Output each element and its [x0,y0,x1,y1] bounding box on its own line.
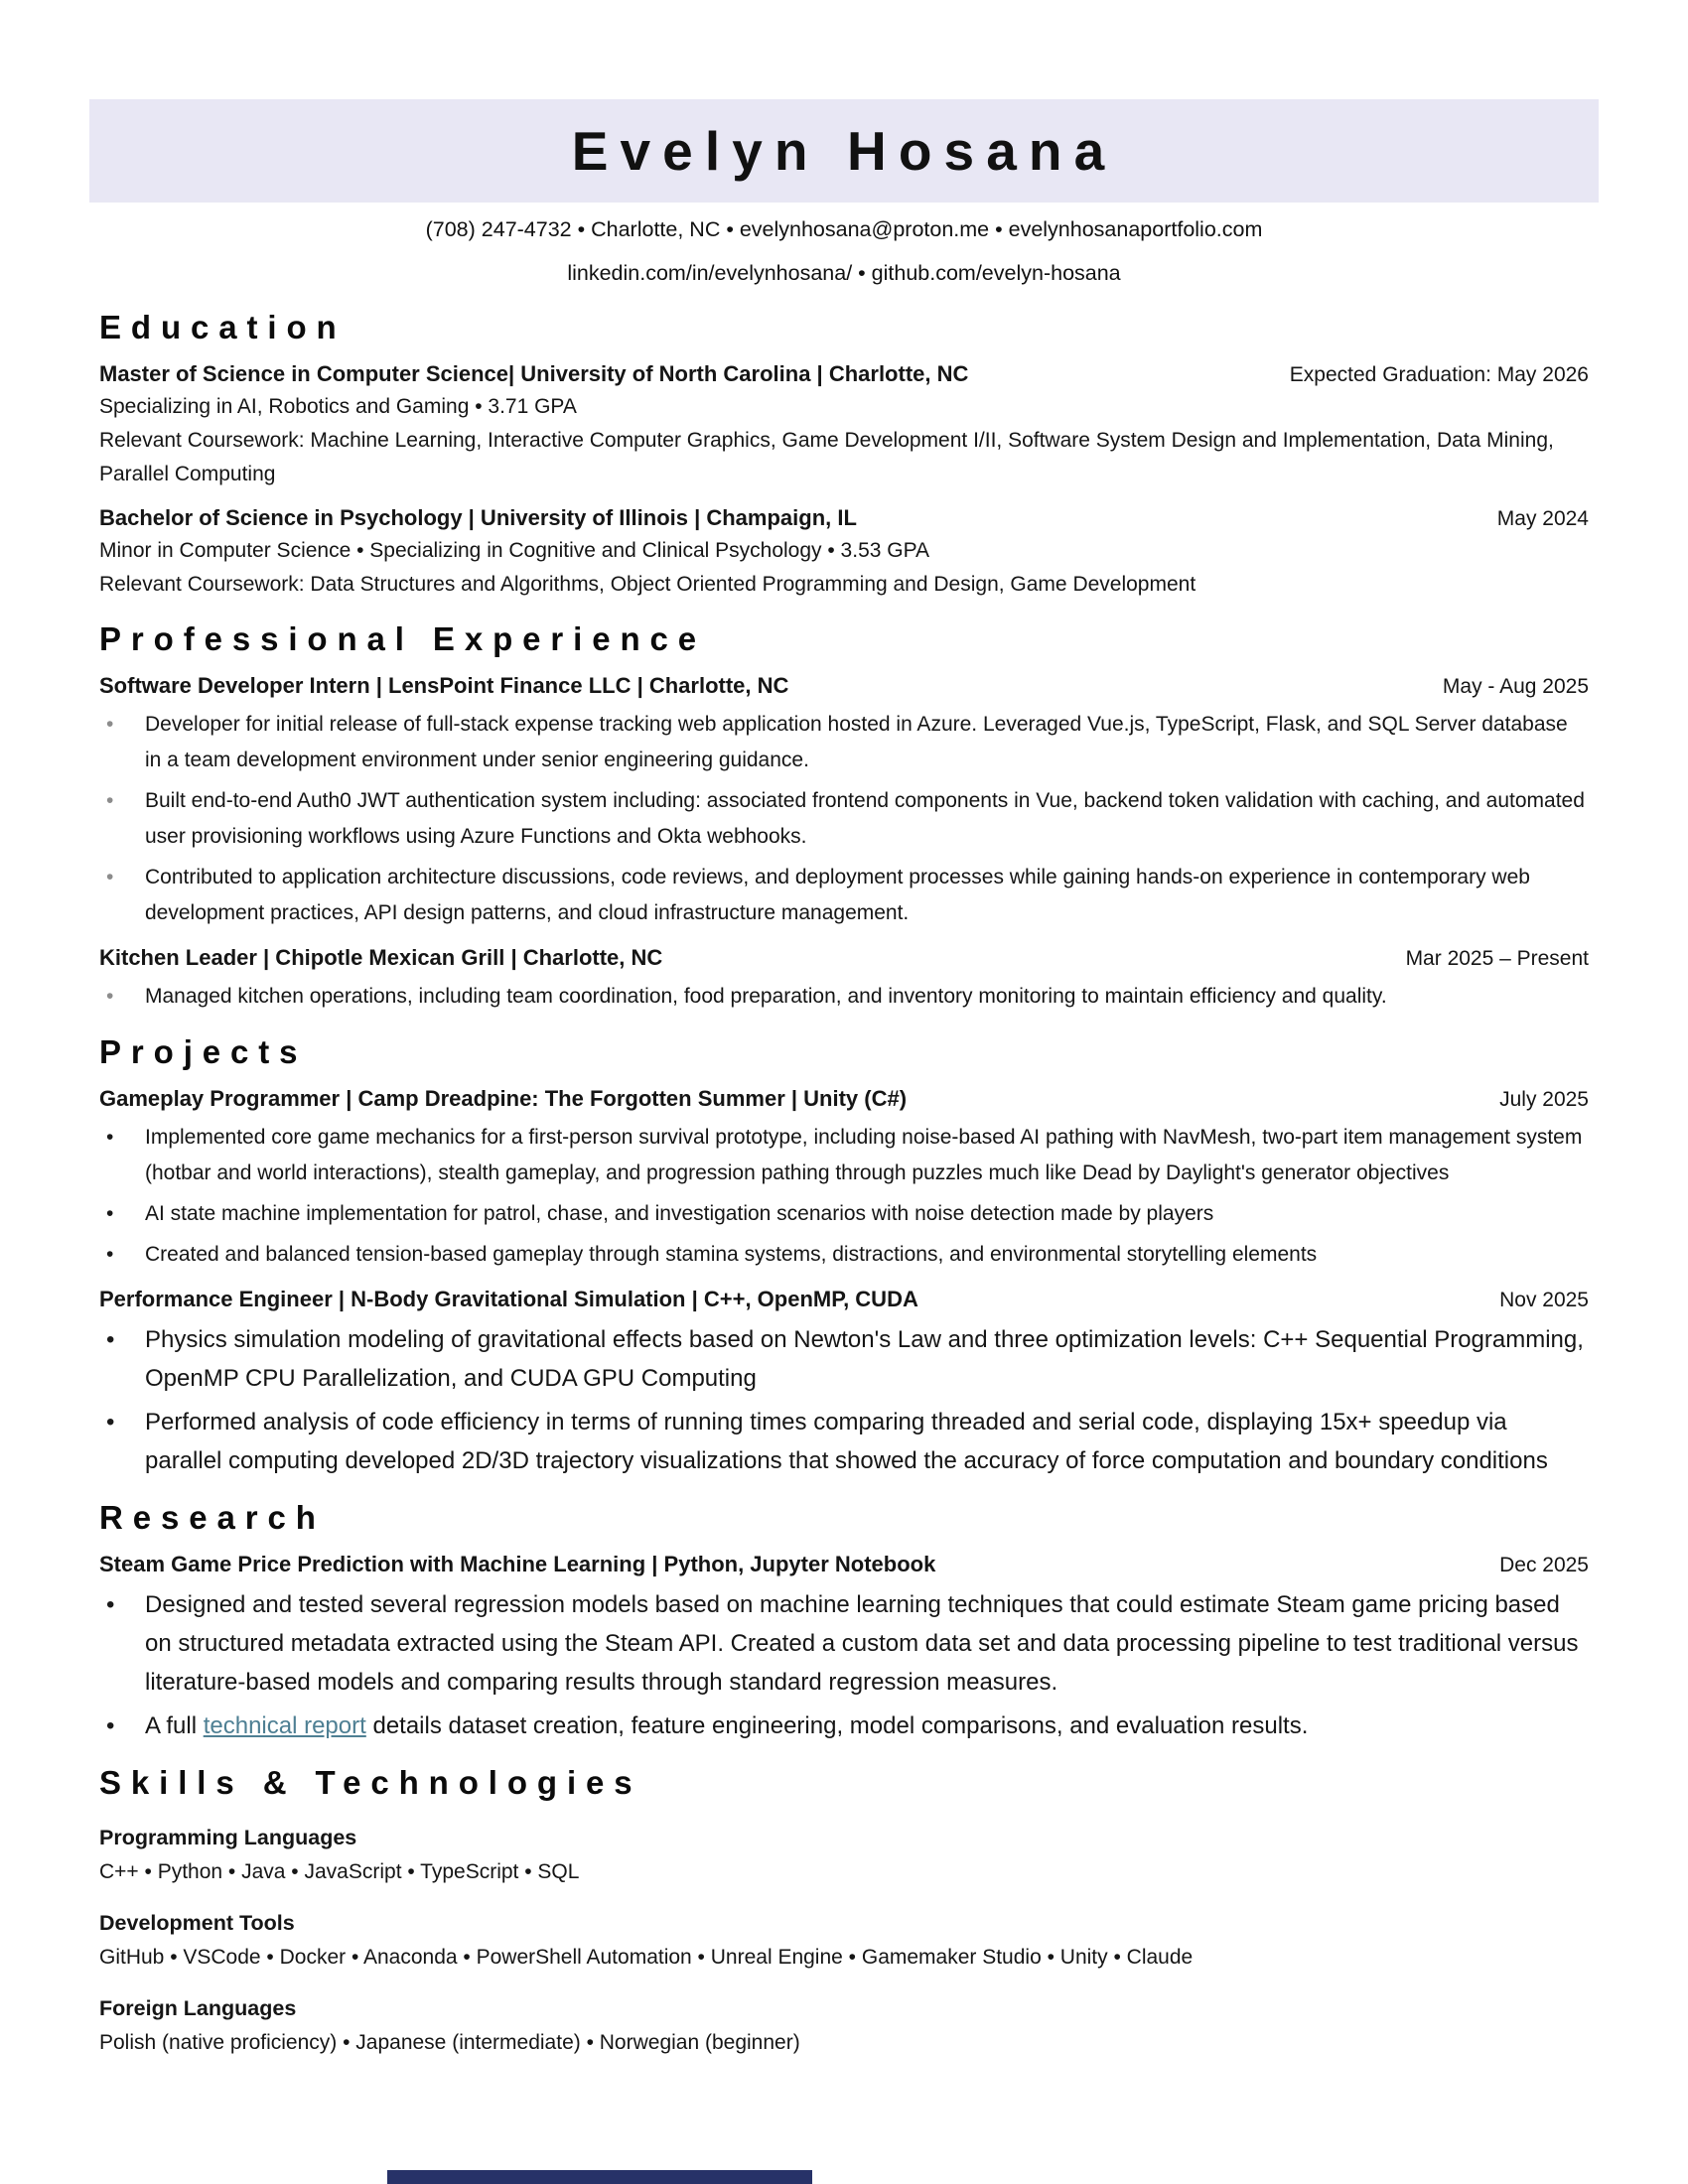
entry-title: Bachelor of Science in Psychology | University of Illinois | Champaign, IL [99,505,857,530]
bullet-item [99,1585,1589,1702]
bullet-text: AI state machine implementation for patrol, chase, and investigation scenarios with noise detection made by players [145,1202,1214,1225]
entry-date: July 2025 [1499,1088,1589,1111]
bullet-text: Performed analysis of code efficiency in terms of running times comparing threaded and serial code, displaying 15x+ speedup via parallel computing developed 2D/3D trajectory visualizations that showed the accuracy of force computation and boundary conditions [145,1409,1548,1474]
page-title: Evelyn Hosana [571,120,1117,182]
section-heading-experience: Professional Experience [99,620,707,657]
bullet-text: Contributed to application architecture discussions, code reviews, and deployment processes while gaining hands-on experience in contemporary web development practices, API design patterns, and cloud infrastructure management. [145,866,1530,924]
contact-line-2: linkedin.com/in/evelynhosana/ • github.com/evelyn-hosana [567,261,1121,285]
bullet-text: Developer for initial release of full-stack expense tracking web application hosted in Azure. Leveraged Vue.js, TypeScript, Flask, and SQL Server database in a team development environment under senior engineering guidance. [145,713,1568,771]
bullet-dot-icon: • [106,1409,115,1435]
entry-header [99,1083,1589,1115]
bullet-dot-icon: • [106,1712,115,1739]
skills-group-label: Development Tools [99,1911,295,1935]
bullet-item [99,1237,1589,1273]
skills-group-items: GitHub • VSCode • Docker • Anaconda • PowerShell Automation • Unreal Engine • Gamemaker Studio • Unity • Claude [99,1946,1194,1969]
skills-group-items: Polish (native proficiency) • Japanese (intermediate) • Norwegian (beginner) [99,2031,800,2054]
bullet-item [99,860,1589,931]
bullet-text: Designed and tested several regression models based on machine learning techniques that could estimate Steam game pricing based on structured metadata extracted using the Steam API. Created a custom data set and data processing pipeline to test traditional versus literature-based models and comparing results through standard regression measures. [145,1591,1579,1696]
bullet-item [99,1120,1589,1191]
footer-accent-bar [387,2170,812,2184]
bullet-item [99,1320,1589,1398]
entry-header [99,502,1589,534]
bullet-item [99,707,1589,778]
bullet-item [99,783,1589,855]
skills-group-items: C++ • Python • Java • JavaScript • TypeScript • SQL [99,1860,580,1883]
section-heading-research: Research [99,1499,326,1536]
entry-title: Performance Engineer | N-Body Gravitational Simulation | C++, OpenMP, CUDA [99,1287,918,1311]
section-heading-skills: Skills & Technologies [99,1764,642,1801]
skills-group-label: Foreign Languages [99,1996,297,2020]
entry-title: Software Developer Intern | LensPoint Finance LLC | Charlotte, NC [99,673,789,698]
header-band [89,99,1599,203]
entry-date: Mar 2025 – Present [1405,947,1589,970]
bullet-text: Physics simulation modeling of gravitational effects based on Newton's Law and three optimization levels: C++ Sequential Programming, OpenMP CPU Parallelization, and CUDA GPU Computing [145,1326,1584,1392]
bullet-dot-icon: • [106,1126,114,1149]
bullet-item [99,1403,1589,1480]
bullet-dot-icon: • [106,985,114,1008]
entry-detail-line: Minor in Computer Science • Specializing in Cognitive and Clinical Psychology • 3.53 GPA [99,539,930,562]
section-heading-education: Education [99,309,347,345]
bullet-item [99,1196,1589,1232]
contact-line-1: (708) 247-4732 • Charlotte, NC • evelynhosana@proton.me • evelynhosanaportfolio.com [425,217,1263,241]
entry-title: Steam Game Price Prediction with Machine Learning | Python, Jupyter Notebook [99,1552,936,1576]
bullet-item [99,1706,1589,1745]
entry-header [99,670,1589,702]
entry-title: Gameplay Programmer | Camp Dreadpine: The Forgotten Summer | Unity (C#) [99,1086,908,1111]
bullet-dot-icon: • [106,713,114,736]
bullet-item [99,979,1589,1015]
entry-header [99,1549,1589,1580]
entry-detail-line: Specializing in AI, Robotics and Gaming • 3.71 GPA [99,395,577,418]
entry-date: May - Aug 2025 [1442,675,1589,698]
bullet-dot-icon: • [106,1243,114,1266]
entry-title: Kitchen Leader | Chipotle Mexican Grill | Charlotte, NC [99,945,663,970]
sections [99,308,1589,2059]
entry-detail-line: Relevant Coursework: Machine Learning, Interactive Computer Graphics, Game Development I/II, Software System Design and Implementation, Data Mining, Parallel Computing [99,429,1554,485]
skills-group-label: Programming Languages [99,1826,357,1849]
entry-detail-line: Relevant Coursework: Data Structures and Algorithms, Object Oriented Programming and Design, Game Development [99,573,1196,596]
bullet-text: Built end-to-end Auth0 JWT authentication system including: associated frontend components in Vue, backend token validation with caching, and automated user provisioning workflows using Azure Functions and Okta webhooks. [145,789,1585,848]
entry-date: Dec 2025 [1499,1554,1589,1576]
bullet-text: Implemented core game mechanics for a first-person survival prototype, including noise-based AI pathing with NavMesh, two-part item management system (hotbar and world interactions), stealth gameplay, and progression pathing through puzzles much like Dead by Daylight's generator objectives [145,1126,1583,1184]
bullet-text: Created and balanced tension-based gameplay through stamina systems, distractions, and environmental storytelling elements [145,1243,1318,1266]
entry-header [99,942,1589,974]
bullet-text: Managed kitchen operations, including team coordination, food preparation, and inventory monitoring to maintain efficiency and quality. [145,985,1387,1008]
entry-title: Master of Science in Computer Science| University of North Carolina | Charlotte, NC [99,361,969,386]
bullet-dot-icon: • [106,789,114,812]
bullet-dot-icon: • [106,866,114,888]
section-heading-projects: Projects [99,1033,308,1070]
bullet-dot-icon: • [106,1326,115,1353]
entry-header [99,358,1589,390]
bullet-text: A full technical report details dataset creation, feature engineering, model comparisons, and evaluation results. [145,1712,1309,1739]
entry-date: May 2024 [1496,507,1589,530]
entry-date: Nov 2025 [1499,1289,1589,1311]
entry-header [99,1284,1589,1315]
bullet-dot-icon: • [106,1591,115,1618]
bullet-dot-icon: • [106,1202,114,1225]
entry-date: Expected Graduation: May 2026 [1289,363,1589,386]
technical-report-link[interactable]: technical report [203,1712,366,1739]
